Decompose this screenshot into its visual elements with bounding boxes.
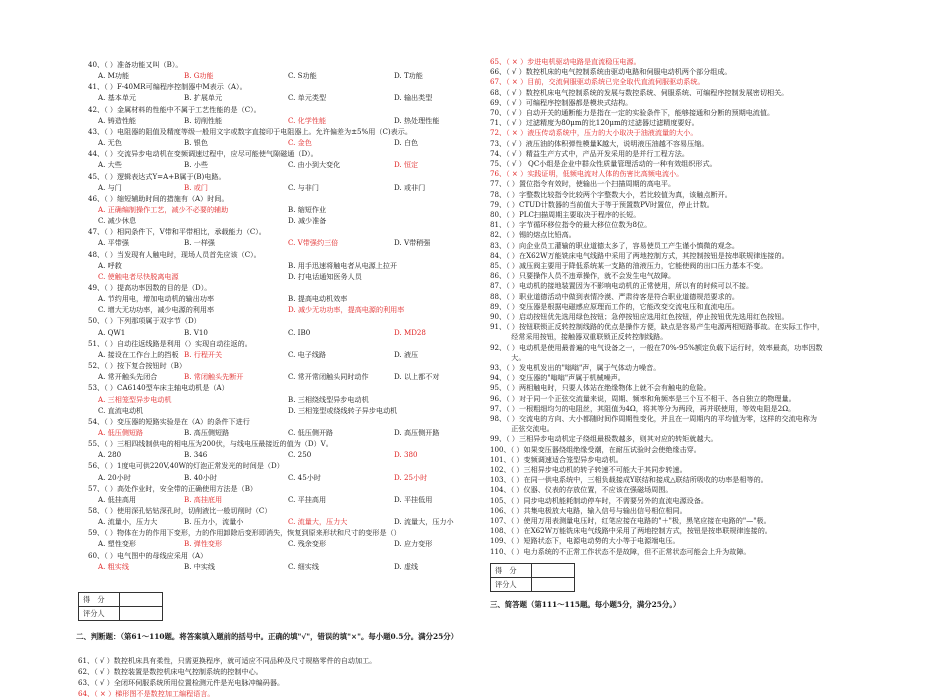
judgment-line: 99、（ ）三相异步电动机定子绕组最极数越多，则其对应的转矩就越大。 — [490, 434, 718, 444]
judgment-line: 95、（ ）两相触电时，只要人体站在绝缘物体上就不会有触电的危险。 — [490, 383, 711, 393]
answer-option: B. 346 — [184, 450, 208, 460]
judgment-line: 84、（ ）在X62W万能铣床电气线路中采用了两地控制方式，其控制按钮是按串联规律连接的。 — [490, 250, 789, 260]
question-line: 50、（ ）下列那项属于双字节（D） — [88, 316, 201, 326]
judgment-line: 71、（ √ ）过滤精度为80μm的比120μm的过滤器过滤精度要好。 — [490, 118, 699, 128]
answer-option: B. 一样强 — [184, 238, 216, 248]
judgment-line: 108、（ ）在X62W万能铣床电气线路中采用了两地控制方式，按钮是按串联规律连接的。 — [490, 526, 772, 536]
answer-option: C. 增大无功功率，减少电源的利用率 — [98, 305, 215, 315]
question-line: 52、（ ）按下复合按钮时（B） — [88, 361, 187, 371]
answer-option: D. V带稍强 — [394, 238, 431, 248]
question-line: 41、（ ）F-40MR可编程序控制器中M表示（A）。 — [88, 82, 247, 92]
answer-option: A. 三相笼型异步电动机 — [98, 394, 172, 404]
question-line: 55、（ ）三相四线制供电的相电压为200伏，与线电压最接近的值为（D）V。 — [88, 439, 333, 449]
judgment-line: 74、（ √ ）精益生产方式中，产品开发采用的是并行工程方法。 — [490, 148, 689, 158]
answer-option: C. 45小时 — [288, 472, 321, 482]
judgment-line: 107、（ ）使用万用表测量电压时，红笔应接在电路的"＋"极，黑笔应接在电路的"—"极。 — [490, 516, 771, 525]
question-line: 43、（ ）电阻器的阻值及精度等级一般用文字或数字直接印于电阻器上。允许偏差为±5%用（C)表示。 — [88, 126, 412, 136]
judgment-line: 86、（ ）只要操作人员不违章操作，就不会发生电气故障。 — [490, 271, 676, 281]
answer-option: D. 25小时 — [394, 472, 428, 482]
judgment-line: 正弦交流电。 — [490, 424, 554, 434]
judgment-line: 72、（ × ）液压传动系统中，压力的大小取决于油液流量的大小。 — [490, 128, 698, 138]
answer-option: A. 铸造性能 — [98, 115, 137, 125]
answer-option: C. 直流电动机 — [98, 405, 144, 415]
answer-option: C. 减少休息 — [98, 216, 137, 226]
judgment-line: 88、（ ）职业道德活动中做到表情冷漠、严肃待客是符合职业道德规范要求的。 — [490, 291, 739, 301]
judgment-line: 105、（ ）同步电动机能耗制动停车时，不需要另外的直流电源设备。 — [490, 495, 708, 505]
answer-option: A. 节约用电，增加电动机的输出功率 — [98, 294, 215, 304]
answer-option: D. 液压 — [394, 349, 419, 359]
answer-option: C. 常开常闭触头同时动作 — [288, 372, 369, 382]
answer-option: C. 使触电者尽快脱离电源 — [98, 271, 179, 281]
judgment-line: 78、（ ）字整数比较指令比较两个字整数大小，若比较值为真，该触点断开。 — [490, 189, 732, 199]
judgment-line: 61、（ √ ）数控机床具有柔性，只需更换程序，就可适应不同品种及尺寸规格零件的自动加工。 — [78, 656, 377, 665]
judgment-line: 73、（ √ ）液压油的体积弹性模量K越大，说明液压油越不容易压缩。 — [490, 138, 709, 148]
judgment-line: 101、（ ）变频调速适合笼型异步电动机。 — [490, 454, 623, 464]
answer-option: B. 三相绕线型异步电动机 — [288, 394, 369, 404]
question-line: 47、（ ）相同条件下，V带和平带相比，承载能力（C）。 — [88, 227, 266, 237]
answer-option: D. 恒定 — [394, 160, 419, 170]
judgment-line: 62、（ √ ）数控装置是数控机床电气控制系统的控制中心。 — [78, 667, 263, 676]
answer-option: C. 细实线 — [288, 561, 319, 571]
answer-option: A. 流量小，压力大 — [98, 517, 158, 527]
judgment-line: 68、（ √ ）数控机床电气控制系统的发展与数控系统、伺服系统、可编程序控制发展密切相关。 — [490, 87, 789, 97]
answer-option: A. 280 — [98, 450, 122, 460]
judgment-line: 94、（ ）变压器的"嗡嗡"声属于机械噪声。 — [490, 373, 625, 383]
judgment-line: 82、（ ）锡的熔点比铅高。 — [490, 230, 576, 240]
answer-option: A. 正确编制操作工艺，减少不必要的辅助 — [98, 204, 229, 214]
answer-option: C. 由小到大变化 — [288, 160, 341, 170]
question-line: 40、（ ）准备功能又叫（B）。 — [88, 60, 183, 69]
judgment-line: 大。 — [490, 352, 526, 362]
answer-option: D. 380 — [394, 450, 418, 460]
answer-option: A. QW1 — [98, 327, 126, 337]
answer-option: D. T功能 — [394, 71, 423, 81]
answer-option: D. 应力变形 — [394, 539, 433, 549]
answer-option: B. 高压侧短路 — [184, 427, 230, 437]
answer-option: D. 或非门 — [394, 182, 426, 192]
question-line: 54、（ ）变压器的短路实验是在（A）的条件下进行 — [88, 416, 250, 426]
judgment-line: 98、（ ）交流电的方向、大小都随时间作周期性变化，并且在一周期内的平均值为零，这样的交流电称为 — [490, 414, 817, 423]
answer-option: C. 低压侧开路 — [288, 427, 334, 437]
question-line: 56、（ ）1度电可供220V,40W的灯泡正常发光的时间是（D） — [88, 461, 284, 471]
answer-option: B. G功能 — [184, 71, 214, 81]
answer-option: A. 呼救 — [98, 260, 122, 270]
answer-option: D. 三相笼型或绕线转子异步电动机 — [288, 405, 398, 415]
judgment-line: 109、（ ）短路状态下，电源电动势的大小等于电源端电压。 — [490, 536, 680, 546]
judgment-line: 67、（ × ）目前，交流伺服驱动系统已完全取代直流伺服驱动系统。 — [490, 77, 705, 87]
judgment-line: 80、（ ）PLC扫描周期主要取决于程序的长短。 — [490, 210, 641, 219]
judgment-line: 85、（ ）减压阀主要用于降低系统某一支路的油液压力，它能使阀的出口压力基本不变。 — [490, 261, 768, 270]
judgment-line: 92、（ ）电动机是使用最普遍的电气设备之一，一般在70%-95%额定负载下运行时，效率最高，功率因数 — [490, 342, 823, 352]
judgment-line: 79、（ ）CTUD计数器的当前值大于等于预置数PV时置位，停止计数。 — [490, 199, 714, 209]
judgment-line: 81、（ ）字节循环移位指令的最大移位位数为8位。 — [490, 220, 652, 230]
answer-option: B. 缩短作业 — [288, 204, 327, 214]
question-line: 48、（ ）当发现有人触电时，现场人员首先应该（C）。 — [88, 249, 261, 259]
answer-option: A. 接设在工作台上的挡板 — [98, 349, 179, 359]
answer-option: D. 减少无功功率，提高电源的利用率 — [288, 305, 405, 315]
judgment-line: 100、（ ）如果变压器绕组绝缘受潮，在耐压试验时会使绝缘击穿。 — [490, 444, 701, 454]
answer-option: D. 热处理性能 — [394, 115, 440, 125]
judgment-line: 96、（ ）对于同一个正弦交流量来说，周期、频率和角频率是三个互不相干、各自独立的物理量。 — [490, 393, 796, 403]
answer-option: B. 或门 — [184, 182, 208, 192]
judgment-line: 76、（ × ）实践证明，低频电流对人体的伤害比高频电流小。 — [490, 169, 684, 179]
answer-option: B. 40小时 — [184, 472, 217, 482]
answer-option: D. 平挂低用 — [394, 494, 433, 504]
answer-option: B. 弹性变形 — [184, 539, 223, 549]
answer-option: D. 打电话通知医务人员 — [288, 271, 362, 281]
score-table: 得 分 评分人 — [78, 592, 163, 621]
answer-option: C. 250 — [288, 450, 312, 460]
answer-option: C. S功能 — [288, 71, 317, 81]
answer-option: C. V带强约三倍 — [288, 238, 339, 248]
judgment-line: 110、（ ）电力系统的不正常工作状态不是故障，但不正常状态可能会上升为故障。 — [490, 546, 751, 556]
section-heading-short-answer: 三、简答题（第111～115题。每小题5分，满分25分。） — [490, 600, 681, 609]
judgment-line: 91、（ ）按钮联锁正反转控制线路的优点是操作方便，缺点是容易产生电源两相短路事故。在实际工作中， — [490, 322, 825, 332]
question-line: 57、（ ）高处作业时，安全带的正确使用方法是（B） — [88, 483, 258, 493]
judgment-line: 65、（ × ）步进电机驱动电路是直流稳压电源。 — [490, 57, 641, 66]
answer-option: D. MD28 — [394, 327, 426, 337]
answer-option: A. M功能 — [98, 71, 130, 81]
question-line: 49、（ ）提高功率因数的目的是（D）。 — [88, 283, 212, 292]
judgment-line: 93、（ ）发电机发出的"嗡嗡"声，属于气体动力噪音。 — [490, 363, 661, 372]
question-line: 42、（ ）金属材料的性能中不属于工艺性能的是（C）。 — [88, 104, 261, 114]
answer-option: B. 行程开关 — [184, 349, 223, 359]
judgment-line: 106、（ ）共集电极放大电路，输入信号与输出信号相位相同。 — [490, 505, 687, 515]
answer-option: C. 平挂高用 — [288, 494, 327, 504]
answer-option: B. 切削性能 — [184, 115, 223, 125]
judgment-line: 102、（ ）三相异步电动机的转子转速不可能大于其同步转速。 — [490, 465, 687, 474]
judgment-line: 63、（ √ ）全闭环伺服系统所用位置检测元件是光电脉冲编码器。 — [78, 678, 285, 687]
answer-option: A. 与门 — [98, 182, 122, 192]
answer-option: A. 大些 — [98, 160, 122, 170]
answer-option: B. V10 — [184, 327, 208, 337]
question-line: 60、（ ）电气图中的母线应采用（A） — [88, 550, 208, 560]
answer-option: C. 与非门 — [288, 182, 319, 192]
answer-option: B. 常闭触头先断开 — [184, 372, 244, 382]
answer-option: B. 小些 — [184, 160, 208, 170]
answer-option: C. 流量大，压力大 — [288, 517, 348, 527]
judgment-line: 104、（ ）仪器、仪表的存放位置，不应该在强磁场周围。 — [490, 485, 673, 495]
answer-option: C. 电子线路 — [288, 349, 327, 359]
answer-option: A. 塑性变形 — [98, 539, 137, 549]
answer-option: B. 压力小，流量小 — [184, 517, 244, 527]
section-heading-judgment: 二、判断题：（第61～110题。将答案填入题前的括号中。正确的填"√"，错误的填"×"。每小题0.5分。满分25分） — [76, 632, 459, 641]
judgment-line: 69、（ √ ）可编程序控制器都是模块式结构。 — [490, 97, 633, 107]
answer-option: D. 高压侧开路 — [394, 427, 440, 437]
judgment-line: 77、（ ）置位指令有效时，使输出一个扫描周期的高电平。 — [490, 179, 676, 189]
answer-option: D. 减少准备 — [288, 216, 327, 226]
answer-option: C. 残余变形 — [288, 539, 327, 549]
question-line: 44、（ ）交流异步电动机在变频调速过程中，应尽可能使气隙磁通（D）。 — [88, 149, 318, 159]
question-line: 53、（ ）CA6140型车床主轴电动机是（A） — [88, 383, 229, 393]
judgment-line: 64、（ × ）梯形图不是数控加工编程语言。 — [78, 689, 215, 698]
answer-option: A. 常开触头先闭合 — [98, 372, 158, 382]
judgment-line: 103、（ ）在同一供电系统中，三相负载接成Y联结和接成△联结所吸收的功率是相等的。 — [490, 475, 768, 485]
answer-option: D. 输出类型 — [394, 93, 433, 103]
judgment-line: 97、（ ）一根粗细均匀的电阻丝，其阻值为4Ω，将其等分为两段，再并联使用，等效电阻是2Ω。 — [490, 403, 796, 413]
answer-option: D. 虚线 — [394, 561, 419, 571]
answer-option: B. 用手迅速将触电者从电源上拉开 — [288, 260, 398, 270]
judgment-line: 87、（ ）电动机的接地装置因为不影响电动机的正常使用，所以有的时候可以不接。 — [490, 281, 754, 291]
judgment-line: 经常采用按钮，接触器双重联锁正反转控制线路。 — [490, 332, 668, 342]
judgment-line: 70、（ √ ）自动开关的通断能力是指在一定的实验条件下，能够接通和分断的预期电流值。 — [490, 108, 775, 117]
answer-option: D. 白色 — [394, 138, 419, 148]
answer-option: C. 金色 — [288, 138, 312, 148]
answer-option: B. 高挂底用 — [184, 494, 223, 504]
answer-option: A. 平带强 — [98, 238, 129, 248]
judgment-line: 90、（ ）启动按钮优先选用绿色按钮；急停按钮应选用红色按钮，停止按钮优先选用红色按钮。 — [490, 312, 789, 321]
score-table: 得 分 评分人 — [490, 563, 575, 592]
answer-option: A. 低挂高用 — [98, 494, 137, 504]
answer-option: B. 银色 — [184, 138, 208, 148]
answer-option: C. IB0 — [288, 327, 311, 337]
question-line: 45、（ ）逻辑表达式Y=A+B属于(B)电路。 — [88, 171, 226, 181]
answer-option: B. 中实线 — [184, 561, 216, 571]
answer-option: A. 低压侧短路 — [98, 427, 144, 437]
answer-option: A. 20小时 — [98, 472, 131, 482]
answer-option: A. 基本单元 — [98, 93, 137, 103]
answer-option: A. 无色 — [98, 138, 122, 148]
judgment-line: 66、（ √ ）数控机床的电气控制系统由驱动电路和伺服电动机两个部分组成。 — [490, 67, 732, 77]
question-line: 46、（ ）缩短辅助时间的措施有（A）时间。 — [88, 193, 229, 203]
question-line: 58、（ ）使用深孔钻钻深孔时，切削液比一般切削时（C） — [88, 506, 272, 515]
judgment-line: 89、（ ）变压器是根据电磁感应原理而工作的，它能改变交流电压和直流电压。 — [490, 301, 739, 311]
answer-option: B. 扩展单元 — [184, 93, 223, 103]
answer-option: B. 提高电动机效率 — [288, 294, 348, 304]
judgment-line: 75、（ √ ） QC小组是企业中群众性质量管理活动的一种有效组织形式。 — [490, 159, 717, 168]
answer-option: C. 化学性能 — [288, 115, 327, 125]
answer-option: A. 粗实线 — [98, 561, 129, 571]
answer-option: D. 流量大，压力小 — [394, 517, 454, 527]
answer-option: C. 单元类型 — [288, 93, 327, 103]
question-line: 51、（ ）自动往返线路是利用（）实现自动往返的。 — [88, 338, 252, 348]
question-line: 59、（ ）物体在力的作用下变形，力的作用卸除后变形即消失，恢复到原来形状和尺寸的变形是（） — [88, 528, 401, 538]
judgment-line: 83、（ ）向企业员工灌输的职业道德太多了，容易使员工产生谨小慎微的观念。 — [490, 240, 739, 250]
answer-option: D. 以上都不对 — [394, 372, 440, 382]
